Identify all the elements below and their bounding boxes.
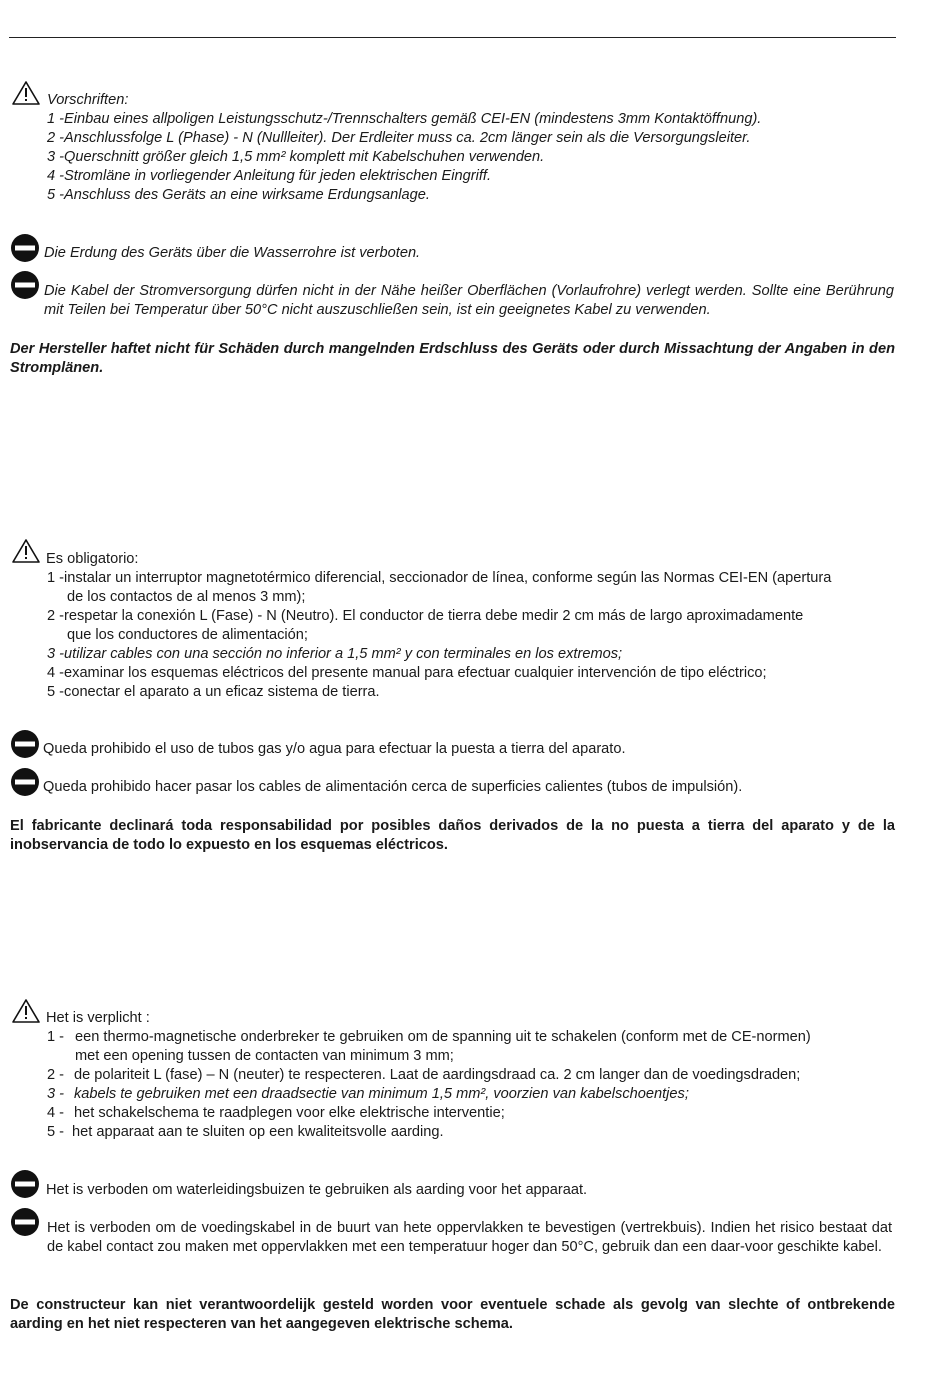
item-number: 5 -	[47, 1124, 65, 1140]
item-number: 1 -	[47, 570, 65, 586]
item-text: Einbau eines allpoligen Leistungsschutz-/Trennschalters gemäß CEI-EN (mindestens 3mm Kontaktöffnung).	[64, 111, 762, 127]
es-item-3	[47, 645, 622, 664]
nl-disclaimer: De constructeur kan niet verantwoordelijk gesteld worden voor eventuele schade als gevolg van slechte of ontbrekende aarding en het niet respecteren van het aangegeven elektrische schema.	[10, 1297, 895, 1332]
es-item-4	[47, 664, 767, 683]
item-number: 2 -	[47, 608, 65, 624]
nl-item-1	[47, 1028, 811, 1047]
nl-item-5	[47, 1123, 444, 1142]
warning-triangle-icon	[11, 80, 41, 106]
item-text: Anschlussfolge L (Phase) - N (Nullleiter). Der Erdleiter muss ca. 2cm länger sein als die Versorgungsleiter.	[64, 130, 751, 146]
warning-triangle-icon	[11, 538, 41, 564]
es-item-1-cont: de los contactos de al menos 3 mm);	[67, 589, 306, 605]
warning-triangle-icon	[11, 998, 41, 1024]
item-text: respetar la conexión L (Fase) - N (Neutro). El conductor de tierra debe medir 2 cm más de largo aproximadamente	[64, 608, 804, 624]
de-item-4	[47, 167, 491, 186]
item-text: Querschnitt größer gleich 1,5 mm² komplett mit Kabelschuhen verwenden.	[64, 149, 545, 165]
item-number: 4 -	[47, 1105, 65, 1121]
de-disclaimer: Der Hersteller haftet nicht für Schäden durch mangelnden Erdschluss des Geräts oder durch Missachtung der Angaben in den Stromplänen.	[10, 341, 895, 376]
de-heading: Vorschriften:	[47, 92, 129, 108]
item-text: het schakelschema te raadplegen voor elke elektrische interventie;	[74, 1105, 505, 1121]
nl-item-4	[47, 1104, 505, 1123]
prohibition-icon	[10, 1207, 40, 1237]
prohibition-icon	[10, 270, 40, 300]
prohibition-icon	[10, 233, 40, 263]
prohibition-icon	[10, 1169, 40, 1199]
de-item-3	[47, 148, 544, 167]
nl-item-1-cont: met een opening tussen de contacten van minimum 3 mm;	[75, 1048, 454, 1064]
item-text: kabels te gebruiken met een draadsectie van minimum 1,5 mm², voorzien van kabelschoentjes;	[74, 1086, 689, 1102]
item-text: utilizar cables con una sección no inferior a 1,5 mm² y con terminales en los extremos;	[64, 646, 623, 662]
es-item-2-cont: que los conductores de alimentación;	[67, 627, 308, 643]
prohibition-icon	[10, 767, 40, 797]
item-number: 1 -	[47, 1029, 65, 1045]
es-heading: Es obligatorio:	[46, 551, 139, 567]
item-number: 4 -	[47, 168, 65, 184]
item-number: 4 -	[47, 665, 65, 681]
nl-item-2	[47, 1066, 800, 1085]
item-text: een thermo-magnetische onderbreker te gebruiken om de spanning uit te schakelen (conform met de CE-normen)	[75, 1029, 811, 1045]
de-prohibition-2: Die Kabel der Stromversorgung dürfen nicht in der Nähe heißer Oberflächen (Vorlaufrohre) verlegt werden. Sollte eine Berührung mit Teilen bei Temperatur über 50°C nicht auszuschließen sein, ist ein geeignetes Kabel zu verwenden.	[44, 283, 894, 318]
item-number: 5 -	[47, 187, 65, 203]
item-text: de polariteit L (fase) – N (neuter) te respecteren. Laat de aardingsdraad ca. 2 cm langer dan de voedingsdraden;	[74, 1067, 801, 1083]
es-item-2	[47, 607, 803, 626]
de-prohibition-1: Die Erdung des Geräts über die Wasserrohre ist verboten.	[44, 245, 421, 261]
es-prohibition-2: Queda prohibido hacer pasar los cables de alimentación cerca de superficies calientes (tubos de impulsión).	[43, 779, 743, 795]
item-number: 5 -	[47, 684, 65, 700]
top-rule	[9, 37, 896, 38]
nl-prohibition-1: Het is verboden om waterleidingsbuizen te gebruiken als aarding voor het apparaat.	[46, 1182, 588, 1198]
es-prohibition-1: Queda prohibido el uso de tubos gas y/o agua para efectuar la puesta a tierra del aparato.	[43, 741, 626, 757]
prohibition-icon	[10, 729, 40, 759]
de-item-5	[47, 186, 430, 205]
item-text: examinar los esquemas eléctricos del presente manual para efectuar cualquier intervención de tipo eléctrico;	[64, 665, 767, 681]
item-number: 1 -	[47, 111, 65, 127]
item-text: het apparaat aan te sluiten op een kwaliteitsvolle aarding.	[72, 1124, 444, 1140]
item-number: 3 -	[47, 646, 65, 662]
item-text: instalar un interruptor magnetotérmico diferencial, seccionador de línea, conforme según las Normas CEI-EN (apertura	[64, 570, 832, 586]
nl-prohibition-2: Het is verboden om de voedingskabel in de buurt van hete oppervlakken te bevestigen (vertrekbuis). Indien het risico bestaat dat de kabel contact zou maken met oppervlakken met een temperatuur hoger dan 50°C, gebruik dan een daar-voor geschikte kabel.	[47, 1220, 892, 1255]
item-number: 2 -	[47, 130, 65, 146]
nl-heading: Het is verplicht :	[46, 1010, 150, 1026]
item-text: conectar el aparato a un eficaz sistema de tierra.	[64, 684, 380, 700]
es-item-1	[47, 569, 831, 588]
item-number: 3 -	[47, 1086, 65, 1102]
item-text: Stromläne in vorliegender Anleitung für jeden elektrischen Eingriff.	[64, 168, 491, 184]
nl-item-3	[47, 1085, 689, 1104]
de-item-2	[47, 129, 751, 148]
de-item-1	[47, 110, 761, 129]
es-disclaimer: El fabricante declinará toda responsabilidad por posibles daños derivados de la no puesta a tierra del aparato y de la inobservancia de todo lo expuesto en los esquemas eléctricos.	[10, 818, 895, 853]
item-text: Anschluss des Geräts an eine wirksame Erdungsanlage.	[64, 187, 430, 203]
es-item-5	[47, 683, 380, 702]
item-number: 3 -	[47, 149, 65, 165]
item-number: 2 -	[47, 1067, 65, 1083]
